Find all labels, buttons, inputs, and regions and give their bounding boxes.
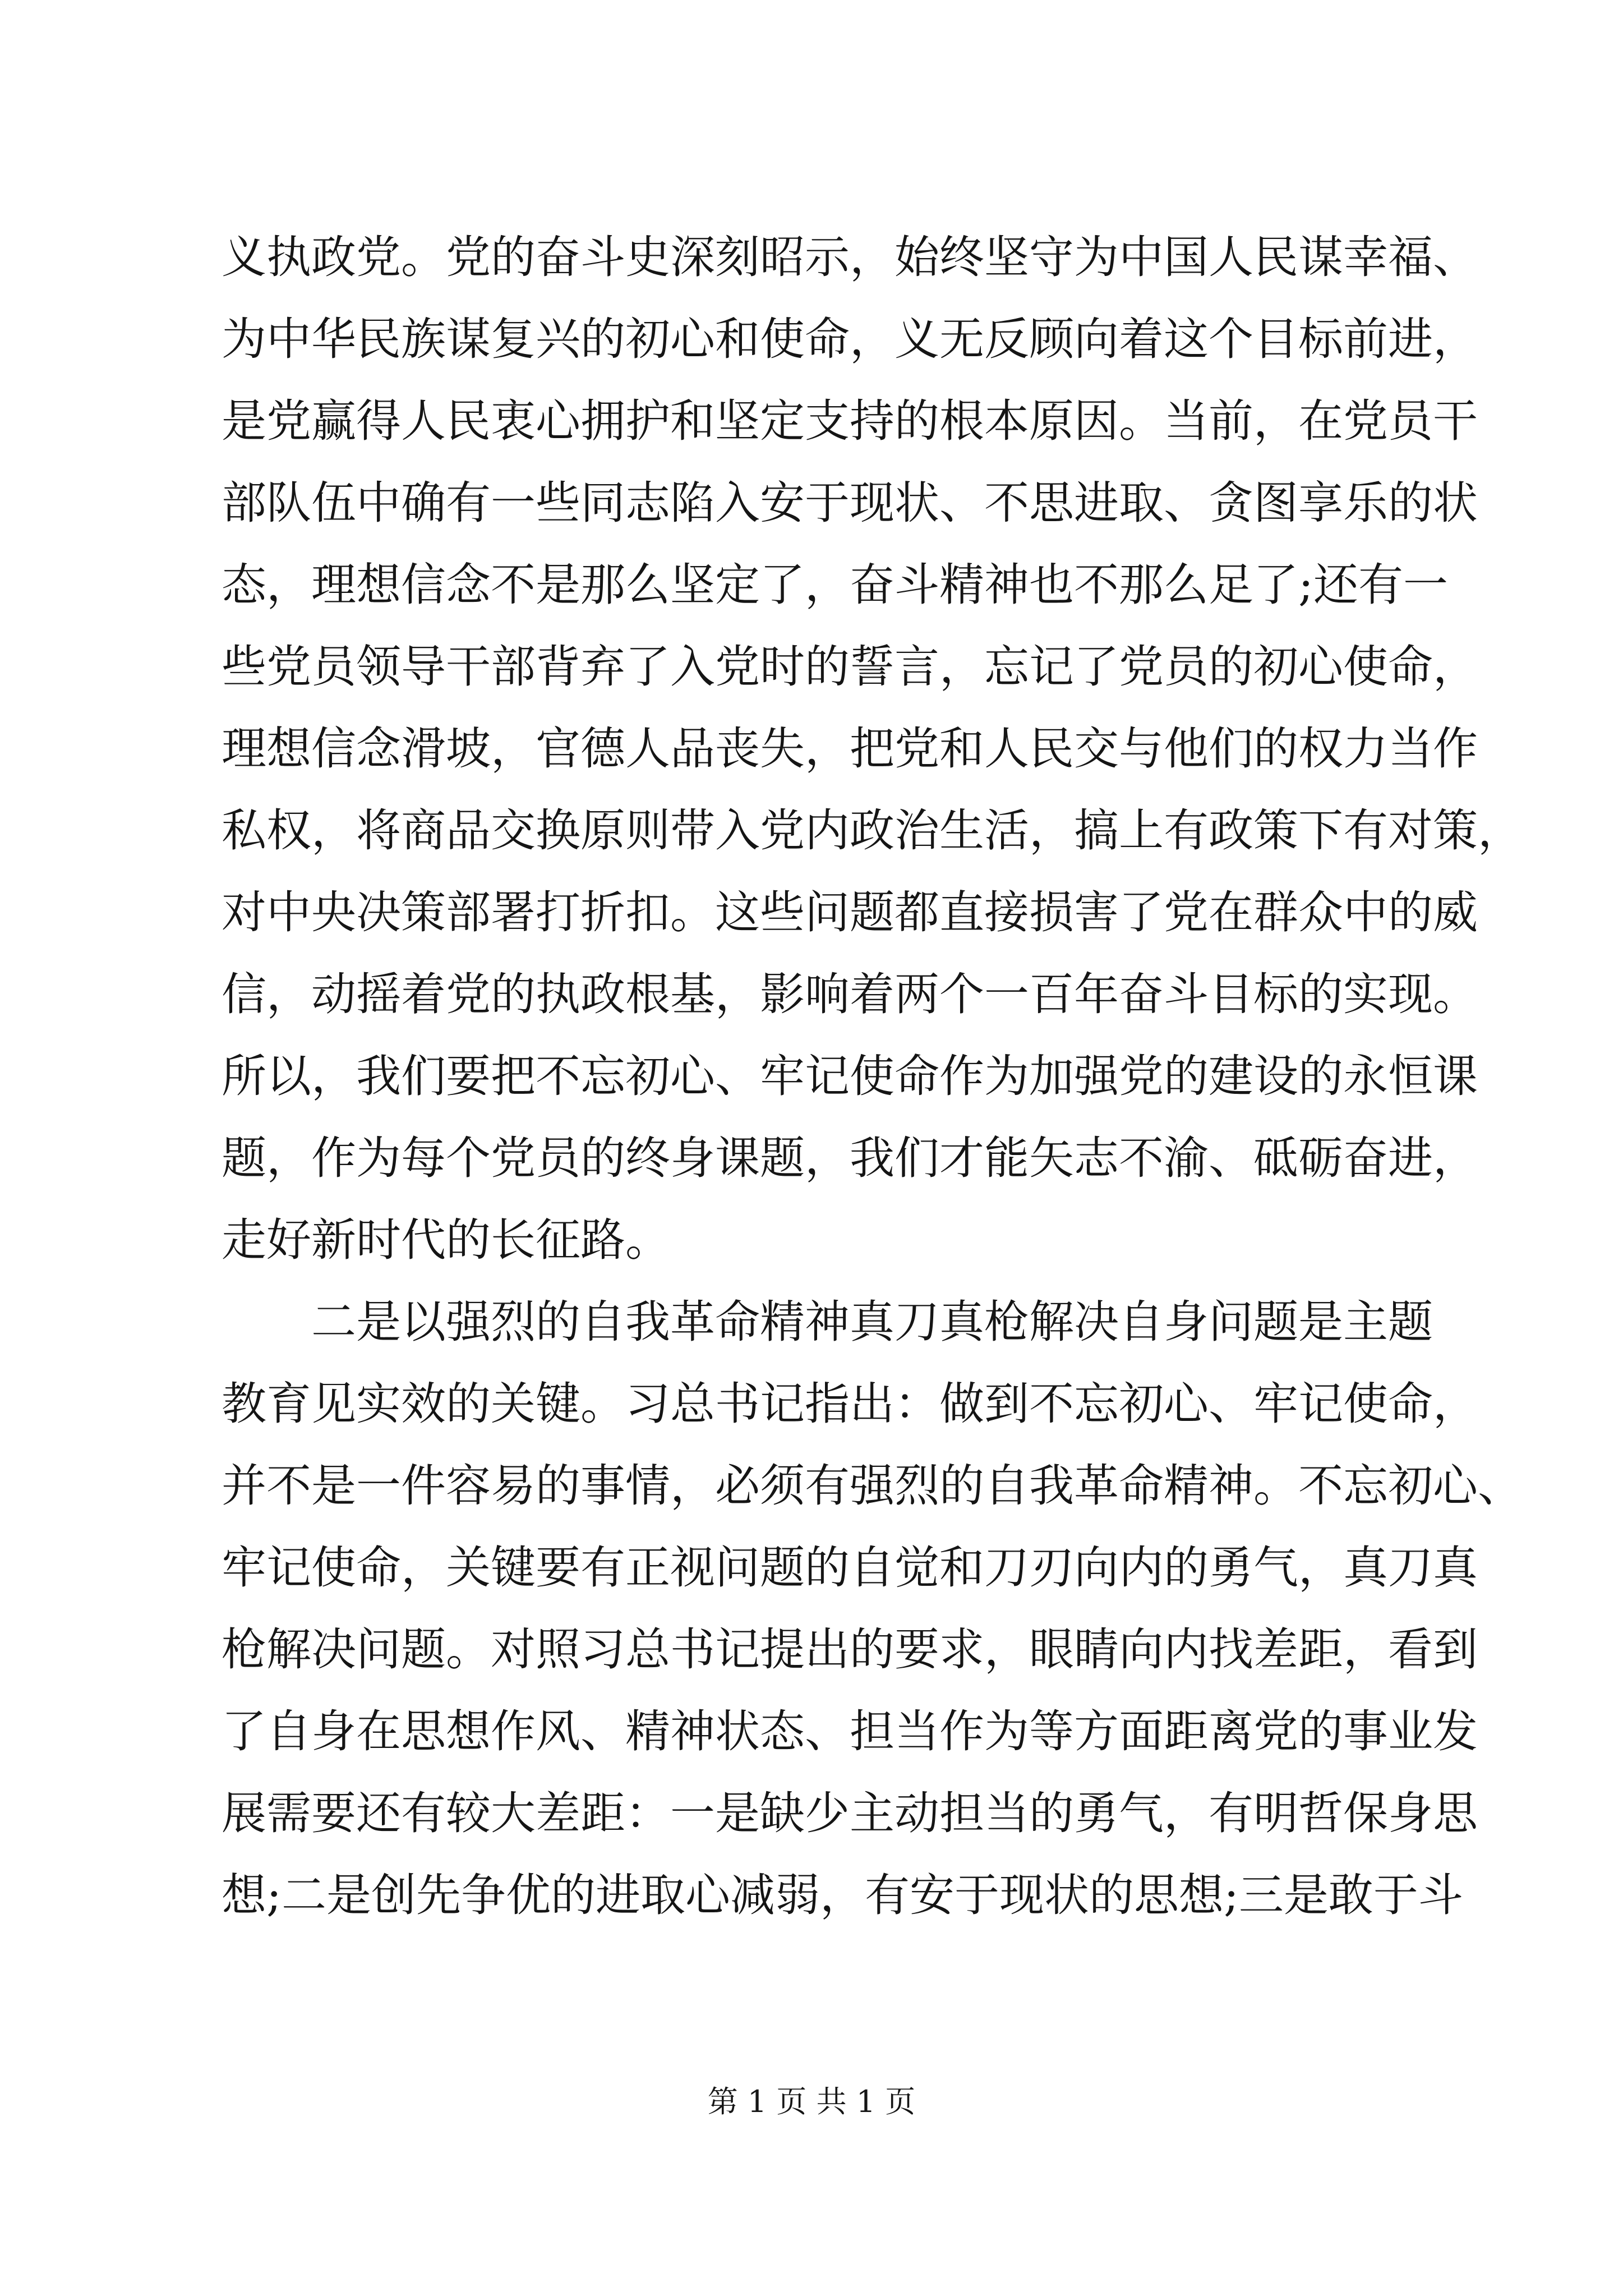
- text-line: 牢记使命，关键要有正视问题的自觉和刀刃向内的勇气，真刀真: [222, 1542, 1478, 1594]
- text-line: 些党员领导干部背弃了入党时的誓言，忘记了党员的初心使命，: [222, 641, 1478, 693]
- text-line: 走好新时代的长征路。: [222, 1214, 670, 1266]
- text-line: 为中华民族谋复兴的初心和使命，义无反顾向着这个目标前进，: [222, 313, 1478, 365]
- text-line: 对中央决策部署打折扣。这些问题都直接损害了党在群众中的威: [222, 886, 1478, 938]
- text-line: 想;二是创先争优的进取心减弱，有安于现状的思想;三是敢于斗: [222, 1869, 1463, 1921]
- text-line: 枪解决问题。对照习总书记提出的要求，眼睛向内找差距，看到: [222, 1623, 1478, 1676]
- text-line: 是党赢得人民衷心拥护和坚定支持的根本原因。当前，在党员干: [222, 395, 1478, 447]
- text-line: 理想信念滑坡，官德人品丧失，把党和人民交与他们的权力当作: [222, 723, 1478, 775]
- text-line: 了自身在思想作风、精神状态、担当作为等方面距离党的事业发: [222, 1705, 1478, 1757]
- text-line: 展需要还有较大差距：一是缺少主动担当的勇气，有明哲保身思: [222, 1787, 1478, 1839]
- text-line: 并不是一件容易的事情，必须有强烈的自我革命精神。不忘初心、: [222, 1460, 1523, 1512]
- document-body: [222, 217, 1523, 1936]
- text-line: 私权，将商品交换原则带入党内政治生活，搞上有政策下有对策，: [222, 804, 1523, 857]
- text-line: 二是以强烈的自我革命精神真刀真枪解决自身问题是主题: [311, 1296, 1433, 1348]
- text-line: 义执政党。党的奋斗史深刻昭示，始终坚守为中国人民谋幸福、: [222, 231, 1478, 283]
- page-number-label: 第 1 页 共 1 页: [707, 2084, 916, 2119]
- text-line: 所以，我们要把不忘初心、牢记使命作为加强党的建设的永恒课: [222, 1050, 1478, 1102]
- text-line: 态，理想信念不是那么坚定了，奋斗精神也不那么足了;还有一: [222, 559, 1448, 611]
- text-line: 部队伍中确有一些同志陷入安于现状、不思进取、贪图享乐的状: [222, 477, 1478, 529]
- page-footer: [0, 2082, 1623, 2122]
- text-line: 题，作为每个党员的终身课题，我们才能矢志不渝、砥砺奋进，: [222, 1132, 1478, 1184]
- text-line: 信，动摇着党的执政根基，影响着两个一百年奋斗目标的实现。: [222, 968, 1478, 1020]
- text-line: 教育见实效的关键。习总书记指出：做到不忘初心、牢记使命，: [222, 1378, 1478, 1430]
